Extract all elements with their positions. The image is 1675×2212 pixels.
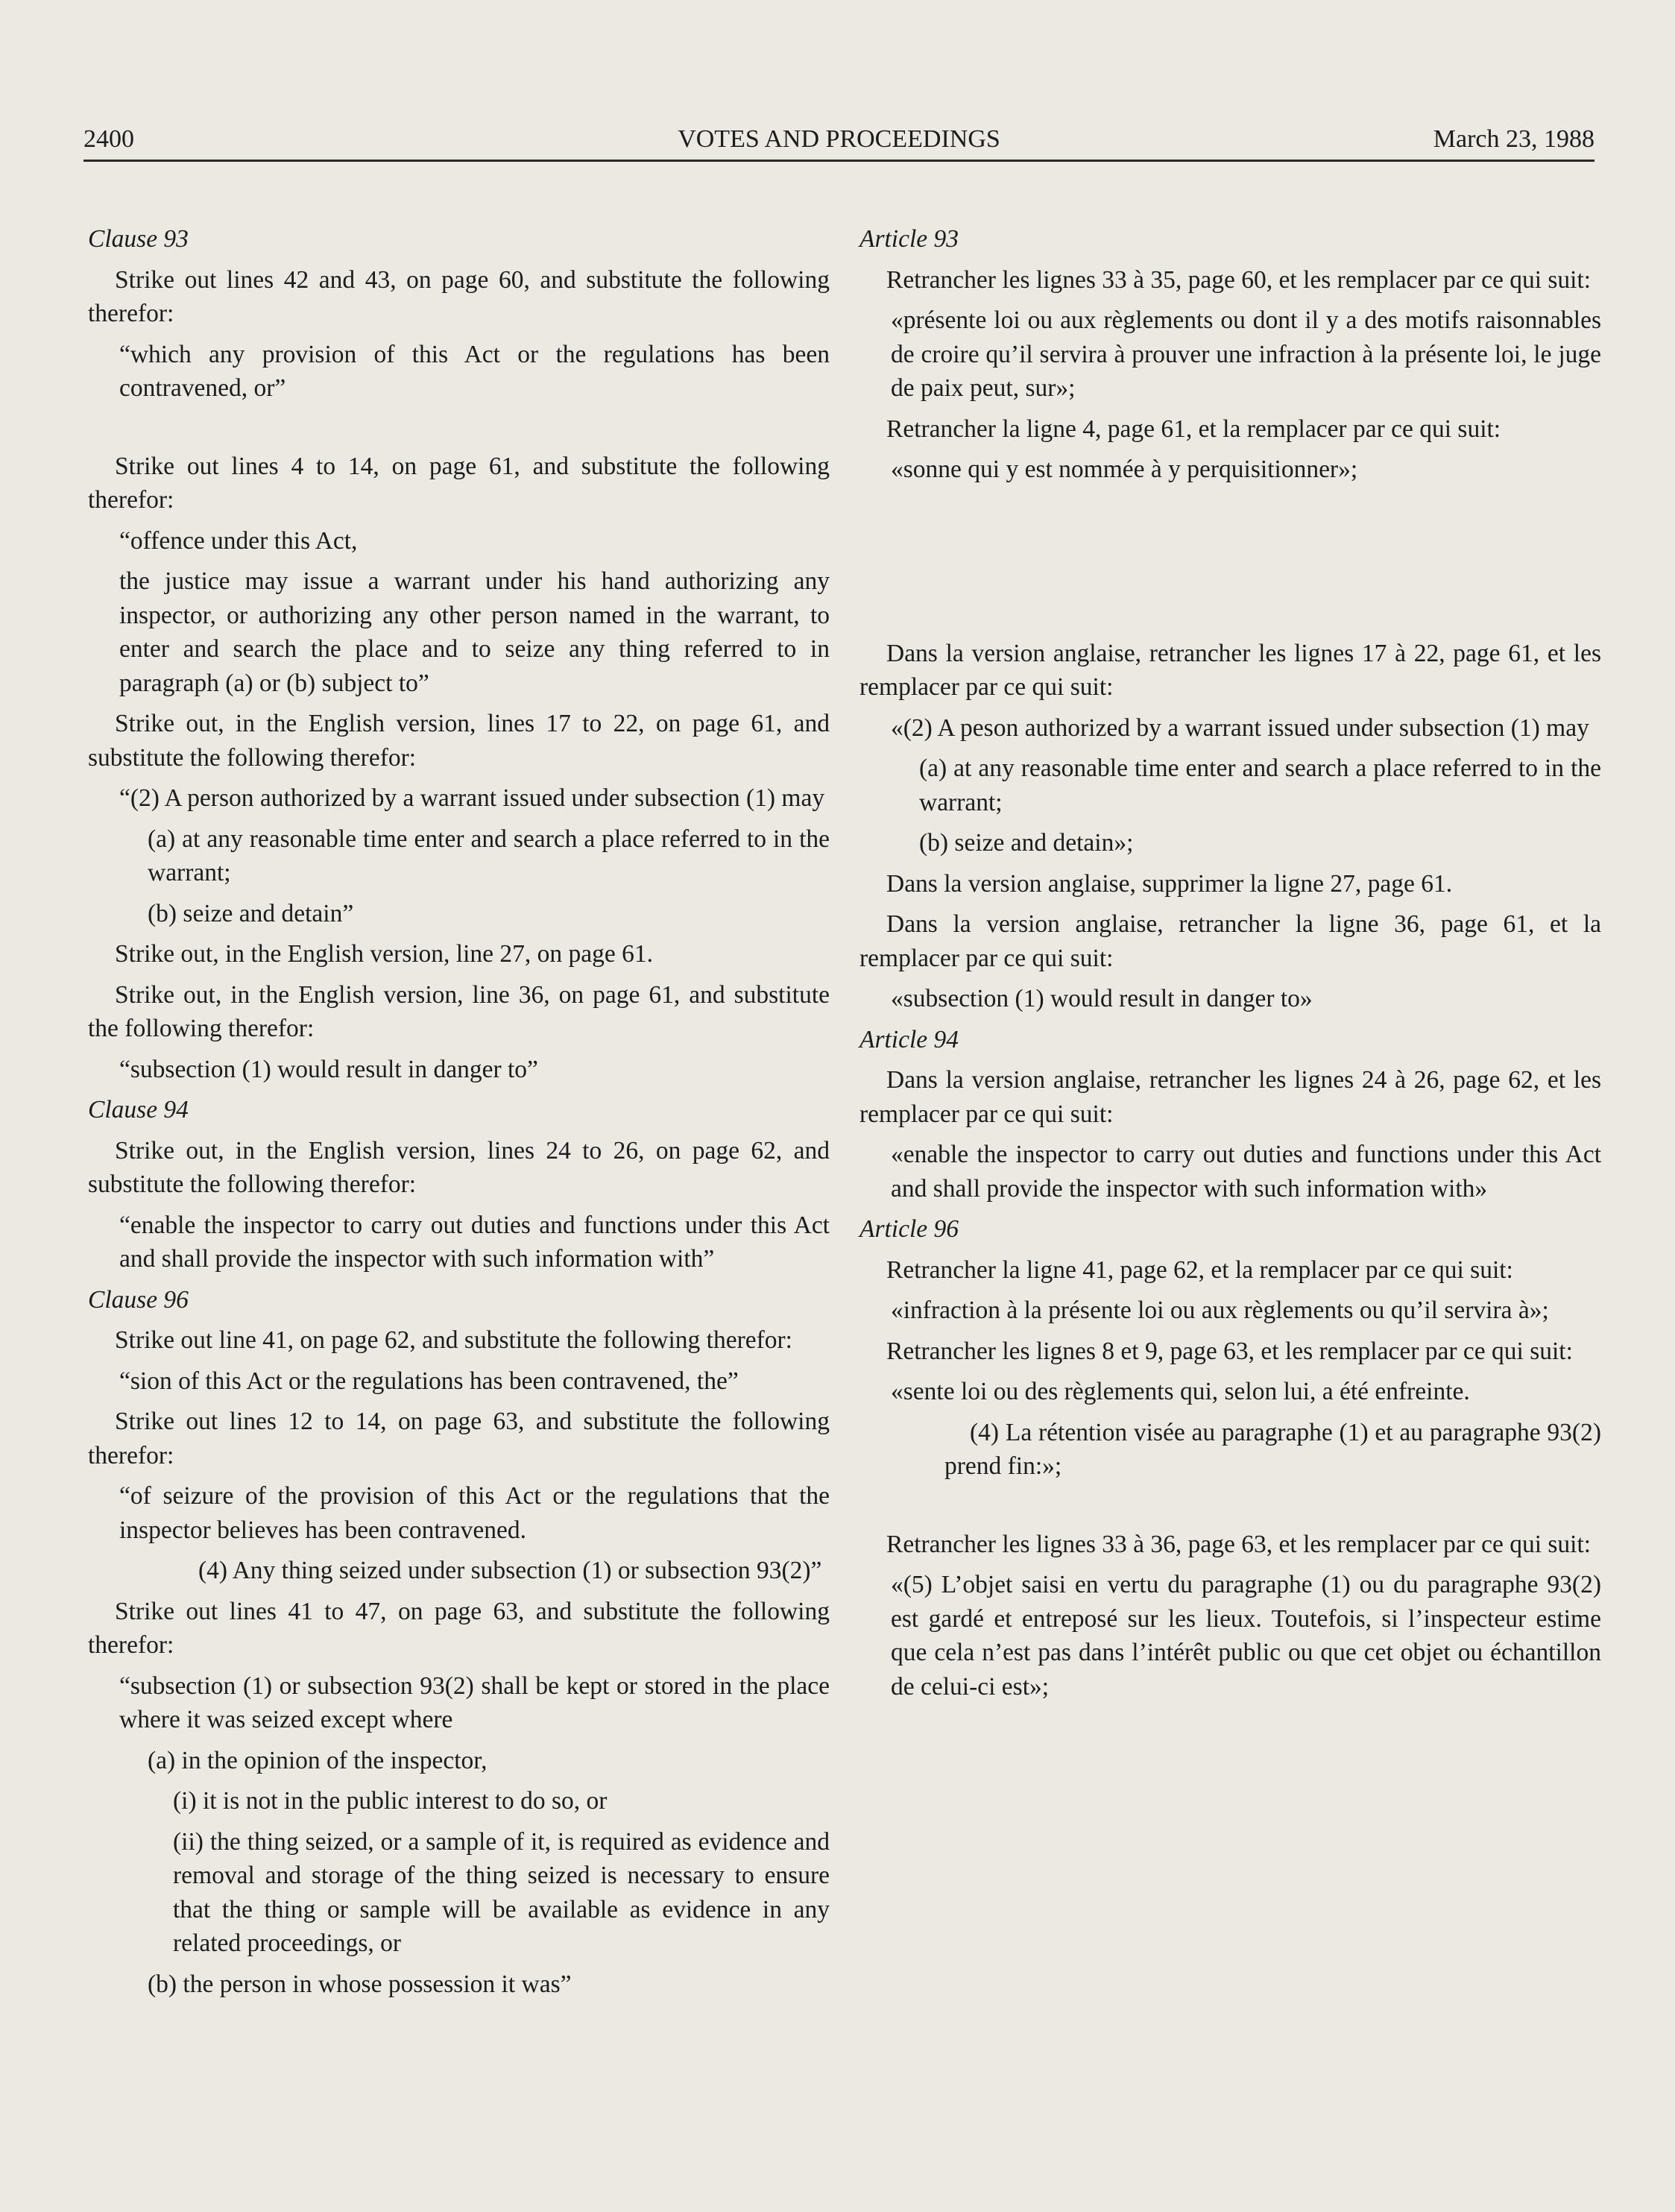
paragraph: (b) seize and detain” xyxy=(148,899,354,927)
paragraph: Dans la version anglaise, retrancher les lignes 17 à 22, page 61, et les remplacer par ce qui suit: xyxy=(859,639,1601,701)
paragraph: (b) the person in whose possession it was” xyxy=(148,1970,572,1998)
paragraph: Dans la version anglaise, retrancher les lignes 24 à 26, page 62, et les remplacer par ce qui suit: xyxy=(859,1066,1601,1128)
paragraph: (4) La rétention visée au paragraphe (1) et au paragraphe 93(2) prend fin:»; xyxy=(944,1418,1601,1480)
running-title: VOTES AND PROCEEDINGS xyxy=(678,125,1000,153)
spacer xyxy=(88,412,830,450)
paragraph: «enable the inspector to carry out duties and functions under this Act and shall provide the inspector with such information with» xyxy=(891,1141,1601,1203)
paragraph: Retrancher les lignes 33 à 35, page 60, et les remplacer par ce qui suit: xyxy=(886,265,1592,294)
paragraph: “subsection (1) would result in danger to” xyxy=(119,1055,538,1083)
paragraph: “(2) A person authorized by a warrant issued under subsection (1) may xyxy=(119,784,825,812)
paragraph: (4) Any thing seized under subsection (1) or subsection 93(2)” xyxy=(198,1557,822,1584)
paragraph: Strike out line 41, on page 62, and substitute the following therefor: xyxy=(115,1326,792,1354)
french-column xyxy=(859,222,1601,1710)
page-header xyxy=(83,119,1594,160)
paragraph: Strike out lines 12 to 14, on page 63, and substitute the following therefor: xyxy=(88,1408,830,1469)
paragraph: Retrancher la ligne 4, page 61, et la remplacer par ce qui suit: xyxy=(886,415,1501,443)
paragraph: Retrancher la ligne 41, page 62, et la remplacer par ce qui suit: xyxy=(886,1255,1513,1284)
paragraph: Strike out, in the English version, lines 24 to 26, on page 62, and substitute the following therefor: xyxy=(88,1136,830,1198)
paragraph: (b) seize and detain»; xyxy=(919,829,1134,857)
paragraph: Strike out, in the English version, line 27, on page 61. xyxy=(115,940,654,968)
paragraph: «sente loi ou des règlements qui, selon lui, a été enfreinte. xyxy=(891,1378,1470,1405)
paragraph: Retrancher les lignes 33 à 36, page 63, et les remplacer par ce qui suit: xyxy=(886,1530,1592,1558)
paragraph: «infraction à la présente loi ou aux règlements ou qu’il servira à»; xyxy=(891,1296,1549,1324)
clause-heading: Article 93 xyxy=(859,225,959,253)
paragraph: “of seizure of the provision of this Act or the regulations that the inspector believes has been contravened. xyxy=(119,1482,830,1544)
english-column xyxy=(88,222,830,2008)
paragraph: Strike out, in the English version, lines 17 to 22, on page 61, and substitute the following therefor: xyxy=(88,710,830,772)
paragraph: Dans la version anglaise, retrancher la ligne 36, page 61, et la remplacer par ce qui suit: xyxy=(859,910,1601,972)
spacer xyxy=(859,1490,1601,1528)
paragraph: (a) at any reasonable time enter and search a place referred to in the warrant; xyxy=(919,754,1601,816)
paragraph: “offence under this Act, xyxy=(119,526,358,555)
paragraph: «subsection (1) would result in danger to» xyxy=(891,985,1313,1012)
paragraph: (i) it is not in the public interest to do so, or xyxy=(173,1787,608,1815)
paragraph: (a) in the opinion of the inspector, xyxy=(148,1746,488,1774)
paragraph: «(2) A peson authorized by a warrant issued under subsection (1) may xyxy=(891,713,1589,742)
spacer xyxy=(859,494,1601,565)
paragraph: (a) at any reasonable time enter and search a place referred to in the warrant; xyxy=(148,825,830,886)
paragraph: «sonne qui y est nommée à y perquisitionner»; xyxy=(891,456,1358,483)
paragraph: “which any provision of this Act or the regulations has been contravened, or” xyxy=(119,340,830,402)
spacer xyxy=(859,565,1601,637)
paragraph: “enable the inspector to carry out duties and functions under this Act and shall provide the inspector with such information with” xyxy=(119,1211,830,1273)
page-number: 2400 xyxy=(83,125,134,153)
paragraph: Strike out lines 42 and 43, on page 60, and substitute the following therefor: xyxy=(88,265,830,327)
page-date: March 23, 1988 xyxy=(1433,125,1594,153)
clause-heading: Article 94 xyxy=(859,1025,959,1053)
paragraph: «présente loi ou aux règlements ou dont il y a des motifs raisonnables de croire qu’il servira à prouver une infraction à la présente loi, le juge de paix peut, sur»; xyxy=(891,306,1601,402)
header-rule xyxy=(83,160,1594,162)
paragraph: Strike out lines 4 to 14, on page 61, and substitute the following therefor: xyxy=(88,452,830,514)
clause-heading: Clause 94 xyxy=(88,1096,189,1124)
paragraph: (ii) the thing seized, or a sample of it, is required as evidence and removal and storage of the thing seized is necessary to ensure that the thing or sample will be available as evidence in any related proceedings, or xyxy=(173,1827,830,1957)
paragraph: the justice may issue a warrant under his hand authorizing any inspector, or authorizing any other person named in the warrant, to enter and search the place and to seize any thing referred to in paragraph (a) or (b) subject to” xyxy=(119,567,830,697)
paragraph: Strike out, in the English version, line 36, on page 61, and substitute the following therefor: xyxy=(88,980,830,1042)
clause-heading: Clause 96 xyxy=(88,1285,189,1314)
clause-heading: Clause 93 xyxy=(88,225,189,253)
paragraph: “sion of this Act or the regulations has been contravened, the” xyxy=(119,1367,739,1395)
paragraph: Retrancher les lignes 8 et 9, page 63, et les remplacer par ce qui suit: xyxy=(886,1337,1573,1365)
paragraph: “subsection (1) or subsection 93(2) shall be kept or stored in the place where it was seized except where xyxy=(119,1671,830,1733)
paragraph: Dans la version anglaise, supprimer la ligne 27, page 61. xyxy=(886,869,1453,898)
paragraph: Strike out lines 41 to 47, on page 63, and substitute the following therefor: xyxy=(88,1597,830,1659)
clause-heading: Article 96 xyxy=(859,1215,959,1243)
paragraph: «(5) L’objet saisi en vertu du paragraphe (1) ou du paragraphe 93(2) est gardé et entreposé sur les lieux. Toutefois, si l’inspecteur estime que cela n’est pas dans l’intérêt public ou que cet objet ou échantillon de celui-ci est»; xyxy=(891,1571,1601,1701)
